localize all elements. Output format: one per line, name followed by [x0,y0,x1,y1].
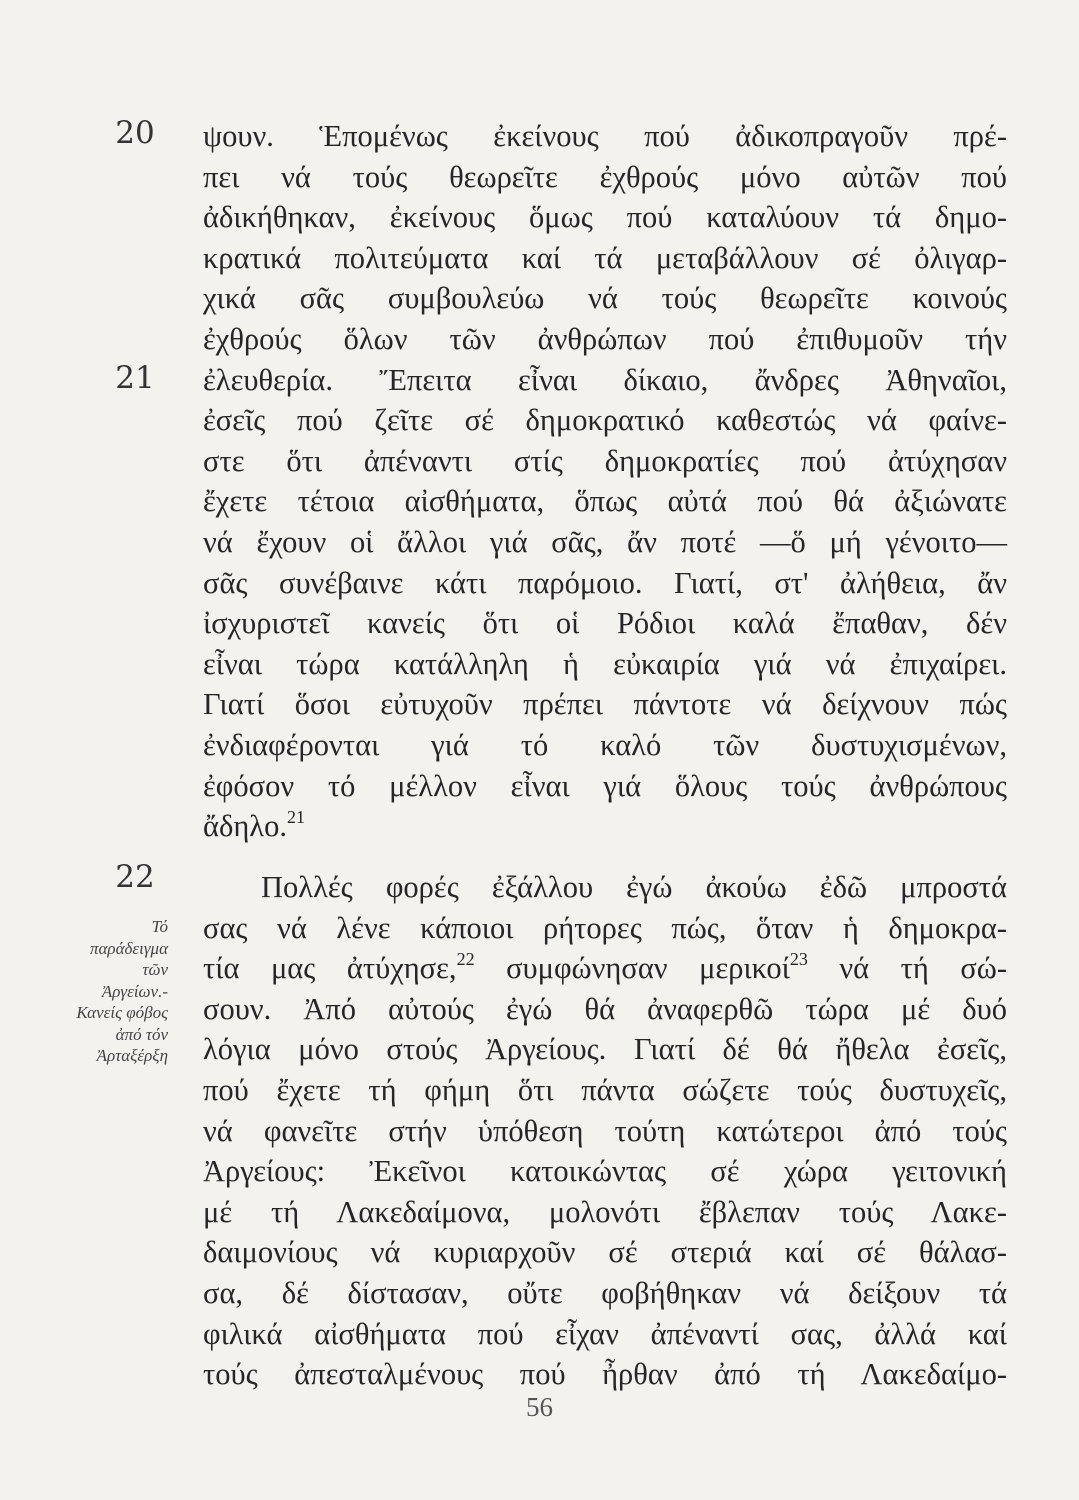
margin-note [18,916,168,1067]
text-line: κρατικά πολιτεύματα καί τά μεταβάλλουν σέ ὀλιγαρ- [203,240,1007,275]
text-line: Γιατί ὅσοι εὐτυχοῦν πρέπει πάντοτε νά δείχνουν πώς [203,687,1007,722]
page-number: 56 [526,1392,553,1422]
margin-note-line: παράδειγμα [89,938,168,958]
text-line [203,948,1007,989]
margin-note-line: τῶν [142,960,168,979]
text-line: σᾶς συνέβαινε κάτι παρόμοιο. Γιατί, στ' ἀλήθεια, ἄν [203,565,1007,600]
margin-note-line: Ἀργείων.- [101,981,168,1001]
text-line: φιλικά αἰσθήματα πού εἶχαν ἀπέναντί σας, ἀλλά καί [203,1316,1007,1351]
margin-note-line: Ἀρταξέρξη [96,1046,168,1065]
text-line: πού ἔχετε τή φήμη ὅτι πάντα σώζετε τούς δυστυχεῖς, [203,1072,1007,1107]
text-line: ἐσεῖς πού ζεῖτε σέ δημοκρατικό καθεστώς νά φαίνε- [203,403,1007,438]
text-line: ἐλευθερία. Ἔπειτα εἶναι δίκαιο, ἄνδρες Ἀθηναῖοι, [203,362,1007,397]
text-line: ἐφόσον τό μέλλον εἶναι γιά ὅλους τούς ἀνθρώπους [203,768,1007,803]
footnote-marker-22: 22 [456,949,475,970]
footnote-marker-23: 23 [789,949,808,970]
text-line: ἔχετε τέτοια αἰσθήματα, ὅπως αὐτά πού θά ἀξιώνατε [203,484,1007,519]
text-line: δαιμονίους νά κυριαρχοῦν σέ στεριά καί σέ θάλασ- [203,1235,1007,1270]
text-line: πει νά τούς θεωρεῖτε ἐχθρούς μόνο αὐτῶν πού [203,159,1007,194]
text-fragment: νά τή σώ- [807,951,1008,986]
margin-note-line: ἀπό τόν [115,1024,168,1044]
text-line: σας νά λένε κάποιοι ρήτορες πώς, ὅταν ἡ δημοκρα- [203,910,1007,945]
text-line: ψουν. Ἑπομένως ἐκείνους πού ἀδικοπραγοῦν πρέ- [203,119,1007,153]
text-line: ἐχθρούς ὅλων τῶν ἀνθρώπων πού ἐπιθυμοῦν τήν [203,321,1007,356]
text-line: σουν. Ἀπό αὐτούς ἐγώ θά ἀναφερθῶ τώρα μέ δυό [203,991,1007,1026]
margin-note-line: Τό [151,917,168,936]
text-line: Πολλές φορές ἐξάλλου ἐγώ ἀκούω ἐδῶ μπροστά [261,870,1007,904]
text-line: ἰσχυριστεῖ κανείς ὅτι οἱ Ρόδιοι καλά ἔπαθαν, δέν [203,606,1007,641]
text-line: τούς ἀπεσταλμένους πού ἦρθαν ἀπό τή Λακεδαίμο- [203,1357,1007,1392]
section-number-20: 20 [115,115,155,151]
text-line [203,806,1007,847]
text-line: σα, δέ δίστασαν, οὔτε φοβήθηκαν νά δείξουν τά [203,1275,1007,1310]
text-line: λόγια μόνο στούς Ἀργείους. Γιατί δέ θά ἤθελα ἐσεῖς, [203,1032,1007,1067]
text-fragment: τία μας ἀτύχησε, [203,951,457,986]
text-line: ἀδικήθηκαν, ἐκείνους ὅμως πού καταλύουν τά δημο- [203,200,1007,235]
section-number-21: 21 [115,360,155,396]
text-line: εἶναι τώρα κατάλληλη ἡ εὐκαιρία γιά νά ἐπιχαίρει. [203,646,1007,681]
paragraph-1 [203,116,1007,847]
text-fragment: ἄδηλο. [203,809,287,844]
text-line: νά φανεῖτε στήν ὑπόθεση τούτη κατώτεροι ἀπό τούς [203,1113,1007,1148]
footnote-marker-21: 21 [286,806,305,827]
text-line: Ἀργείους: Ἐκεῖνοι κατοικώντας σέ χώρα γειτονική [203,1154,1007,1189]
section-number-22: 22 [115,859,155,895]
text-line: στε ὅτι ἀπέναντι στίς δημοκρατίες πού ἀτύχησαν [203,443,1007,478]
text-line: ἐνδιαφέρονται γιά τό καλό τῶν δυστυχισμένων, [203,727,1007,762]
text-line: χικά σᾶς συμβουλεύω νά τούς θεωρεῖτε κοινούς [203,281,1007,316]
paragraph-2 [203,867,1007,1395]
text-line: μέ τή Λακεδαίμονα, μολονότι ἔβλεπαν τούς Λακε- [203,1194,1007,1229]
text-fragment: συμφώνησαν μερικοί [474,951,790,986]
text-line: νά ἔχουν οἱ ἄλλοι γιά σᾶς, ἄν ποτέ —ὅ μή γένοιτο— [203,524,1007,559]
margin-note-line: Κανείς φόβος [76,1003,168,1022]
